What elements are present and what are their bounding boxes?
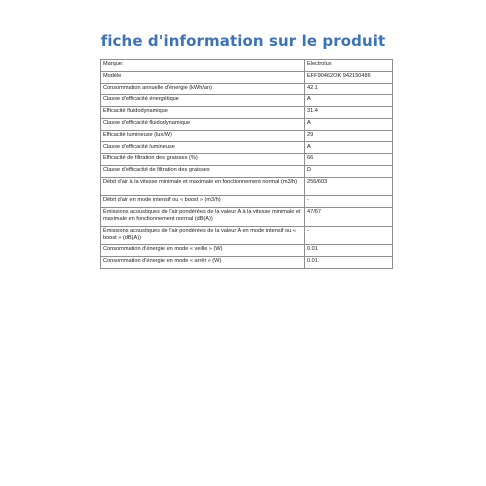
row-value: A: [305, 118, 393, 130]
row-label: Émissions acoustiques de l'air pondérées de la valeur A en mode intensif ou « boost » (dB(A)): [101, 226, 305, 245]
table-row: [101, 165, 393, 177]
row-value: D: [305, 165, 393, 177]
row-value: 256/603: [305, 177, 393, 196]
row-label: Efficacité lumineuse (lux/W): [101, 130, 305, 142]
row-value: 42.1: [305, 83, 393, 95]
table-row: [101, 196, 393, 208]
table-row: [101, 245, 393, 257]
row-label: Débit d'air à la vitesse minimale et maximale en fonctionnement normal (m3/h): [101, 177, 305, 196]
table-row: [101, 95, 393, 107]
row-value: -: [305, 226, 393, 245]
table-row: [101, 207, 393, 226]
row-value: A: [305, 142, 393, 154]
table-row: [101, 130, 393, 142]
row-label: Classe d'efficacité énergétique: [101, 95, 305, 107]
row-value: A: [305, 95, 393, 107]
row-value: -: [305, 196, 393, 208]
table-row: [101, 118, 393, 130]
row-value: 29: [305, 130, 393, 142]
table-row: [101, 177, 393, 196]
row-value: 0.01: [305, 256, 393, 268]
row-value: EFF90462OK 942150486: [305, 71, 393, 83]
table-row: [101, 71, 393, 83]
row-value: 66: [305, 154, 393, 166]
table-row: [101, 226, 393, 245]
product-info-table: [100, 59, 393, 269]
row-label: Classe d'efficacité fluidodynamique: [101, 118, 305, 130]
row-label: Modèle: [101, 71, 305, 83]
row-label: Émissions acoustiques de l'air pondérées de la valeur A à la vitesse minimale et maximale en fonctionnement normal (dB(A)): [101, 207, 305, 226]
table-row: [101, 83, 393, 95]
row-label: Consommation d'énergie en mode « veille » (W): [101, 245, 305, 257]
table-row: [101, 256, 393, 268]
row-label: Efficacité de filtration des graisses (%): [101, 154, 305, 166]
row-label: Classe d'efficacité de filtration des graisses: [101, 165, 305, 177]
row-label: Débit d'air en mode intensif ou « boost » (m3/h): [101, 196, 305, 208]
table-row: [101, 154, 393, 166]
row-value: 0.01: [305, 245, 393, 257]
row-label: Consommation annuelle d'énergie (kWh/an): [101, 83, 305, 95]
table-row: [101, 142, 393, 154]
row-value: 47/67: [305, 207, 393, 226]
row-value: 31.4: [305, 107, 393, 119]
row-label: Classe d'efficacité lumineuse: [101, 142, 305, 154]
row-label: Efficacité fluidodynamique: [101, 107, 305, 119]
table-row: [101, 60, 393, 72]
row-label: Consommation d'énergie en mode « arrêt » (W): [101, 256, 305, 268]
row-label: Marque:: [101, 60, 305, 72]
table-row: [101, 107, 393, 119]
row-value: Electrolux: [305, 60, 393, 72]
page-title: fiche d'information sur le produit: [100, 32, 386, 50]
